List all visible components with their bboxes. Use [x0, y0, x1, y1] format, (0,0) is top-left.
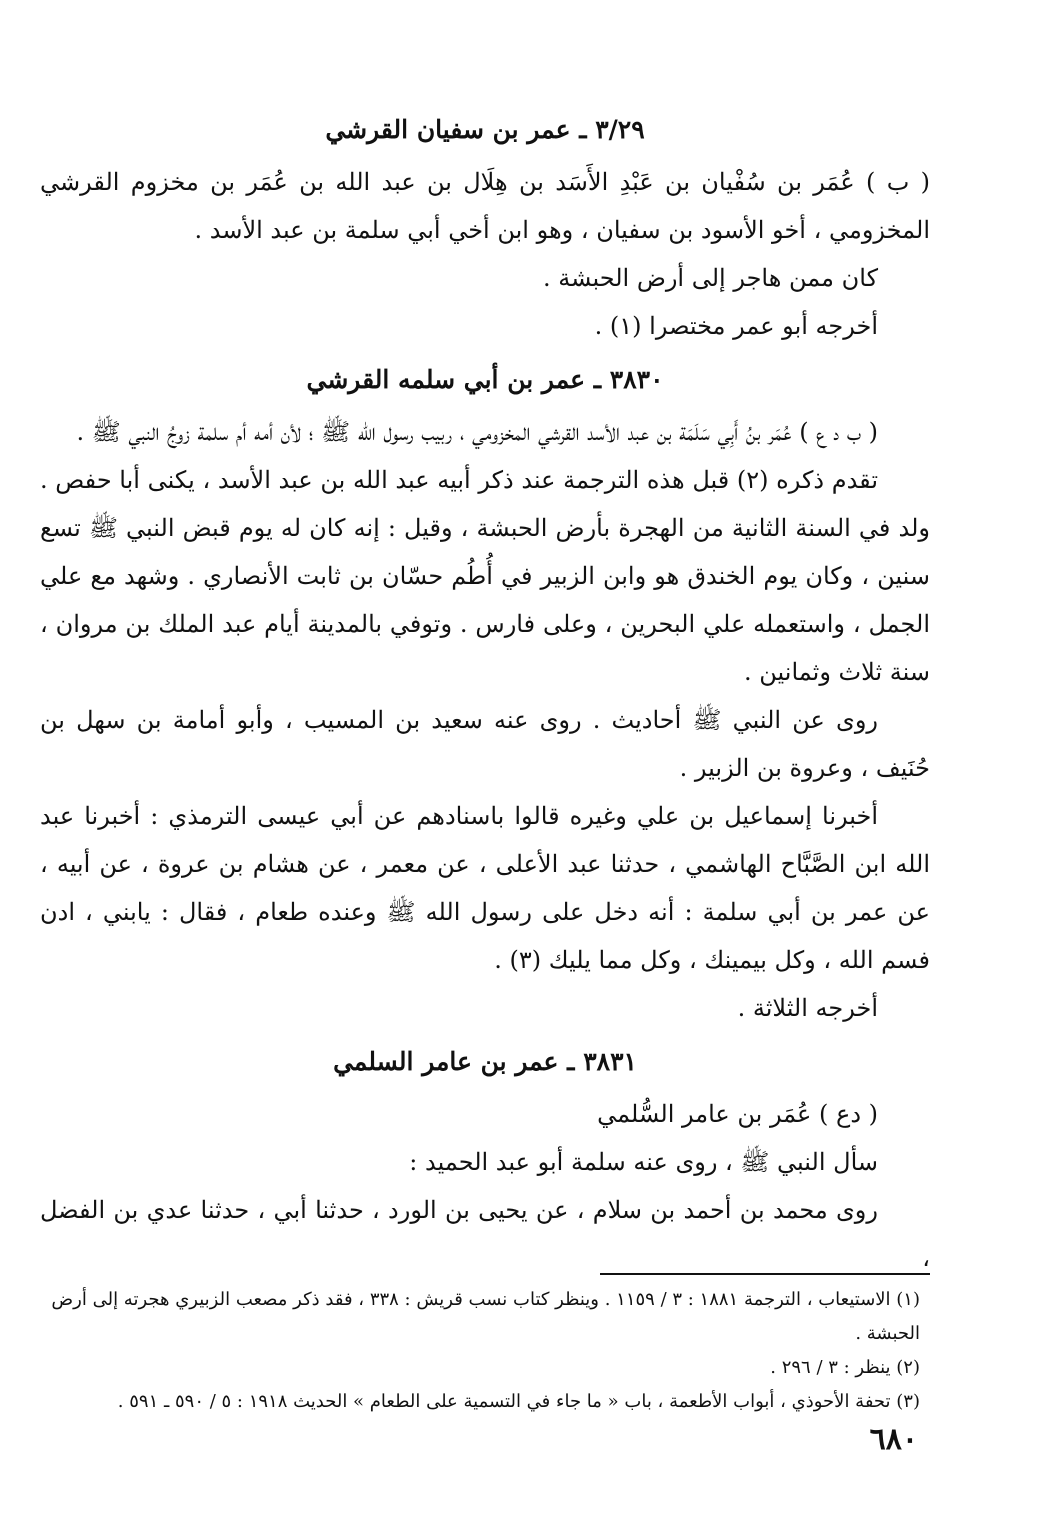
footnotes	[40, 1283, 920, 1419]
entry-3831	[40, 1038, 930, 1282]
footnote: (١) الاستيعاب ، الترجمة ١٨٨١ : ٣ / ١١٥٩ . وينظر كتاب نسب قريش : ٣٣٨ ، فقد ذكر مصعب الزبيري هجرته إلى أرض الحبشة .	[51, 1289, 920, 1344]
entry-paragraph: أخرجه الثلاثة .	[737, 994, 878, 1022]
page-body	[40, 100, 930, 1282]
entry-paragraph: روى عن النبي ﷺ أحاديث . روى عنه سعيد بن المسيب ، وأبو أمامة بن سهل بن حُنَيف ، وعروة بن الزبير .	[40, 706, 930, 782]
entry-paragraph: كان ممن هاجر إلى أرض الحبشة .	[542, 264, 878, 292]
page-number: ٦٨٠	[869, 1422, 918, 1457]
entry-paragraph: روى محمد بن أحمد بن سلام ، عن يحيى بن الورد ، حدثنا أبي ، حدثنا عدي بن الفضل ،	[40, 1196, 930, 1272]
entry-title: ٣/٢٩ ـ عمر بن سفيان القرشي	[325, 115, 645, 144]
entry-3829	[40, 106, 930, 350]
footnote: (٢) ينظر : ٣ / ٢٩٦ .	[770, 1357, 920, 1378]
footnote-divider	[600, 1273, 930, 1275]
entry-paragraph: ( ب ) عُمَر بن سُفْيان بن عَبْدِ الأَسَد بن هِلَال بن عبد الله بن عُمَر بن مخزوم القرشي المخزومي ، أخو الأسود بن سفيان ، وهو ابن أخي أبي سلمة بن عبد الأسد .	[40, 168, 930, 244]
footnote: (٣) تحفة الأحوذي ، أبواب الأطعمة ، باب « ما جاء في التسمية على الطعام » الحديث ١٩١٨ : ٥ / ٥٩٠ ـ ٥٩١ .	[117, 1391, 920, 1412]
entry-paragraph: تقدم ذكره (٢) قبل هذه الترجمة عند ذكر أبيه عبد الله بن عبد الأسد ، يكنى أبا حفص . ولد في السنة الثانية من الهجرة بأرض الحبشة ، وقيل : إنه كان له يوم قبض النبي ﷺ تسع سنين ، وكان يوم الخندق هو وابن الزبير في أُطُم حسّان بن ثابت الأنصاري . وشهد مع علي الجمل ، واستعمله علي البحرين ، وعلى فارس . وتوفي بالمدينة أيام عبد الملك بن مروان ، سنة ثلاث وثمانين .	[40, 466, 930, 686]
entry-title: ٣٨٣٠ ـ عمر بن أبي سلمه القرشي	[306, 365, 664, 394]
entry-paragraph: سأل النبي ﷺ ، روى عنه سلمة أبو عبد الحميد :	[409, 1148, 878, 1176]
entry-3830	[40, 356, 930, 1032]
entry-paragraph: ( ب د ع ) عُمَر بنُ أَبِي سَلَمَة بن عبد الأسد القرشي المخزومي ، ربيب رسول الله ﷺ ؛ لأن أمه أم سلمة زوجُ النبي ﷺ .	[76, 418, 878, 446]
entry-paragraph: أخرجه أبو عمر مختصرا (١) .	[594, 312, 878, 340]
entry-title: ٣٨٣١ ـ عمر بن عامر السلمي	[333, 1047, 637, 1076]
entry-paragraph: أخبرنا إسماعيل بن علي وغيره قالوا باسنادهم عن أبي عيسى الترمذي : أخبرنا عبد الله ابن الصَّبَّاح الهاشمي ، حدثنا عبد الأعلى ، عن معمر ، عن هشام بن عروة ، عن أبيه ، عن عمر بن أبي سلمة : أنه دخل على رسول الله ﷺ وعنده طعام ، فقال : يابني ، ادن فسم الله ، وكل بيمينك ، وكل مما يليك (٣) .	[40, 802, 930, 974]
entry-paragraph: ( دع ) عُمَر بن عامر السُّلمي	[597, 1100, 878, 1128]
